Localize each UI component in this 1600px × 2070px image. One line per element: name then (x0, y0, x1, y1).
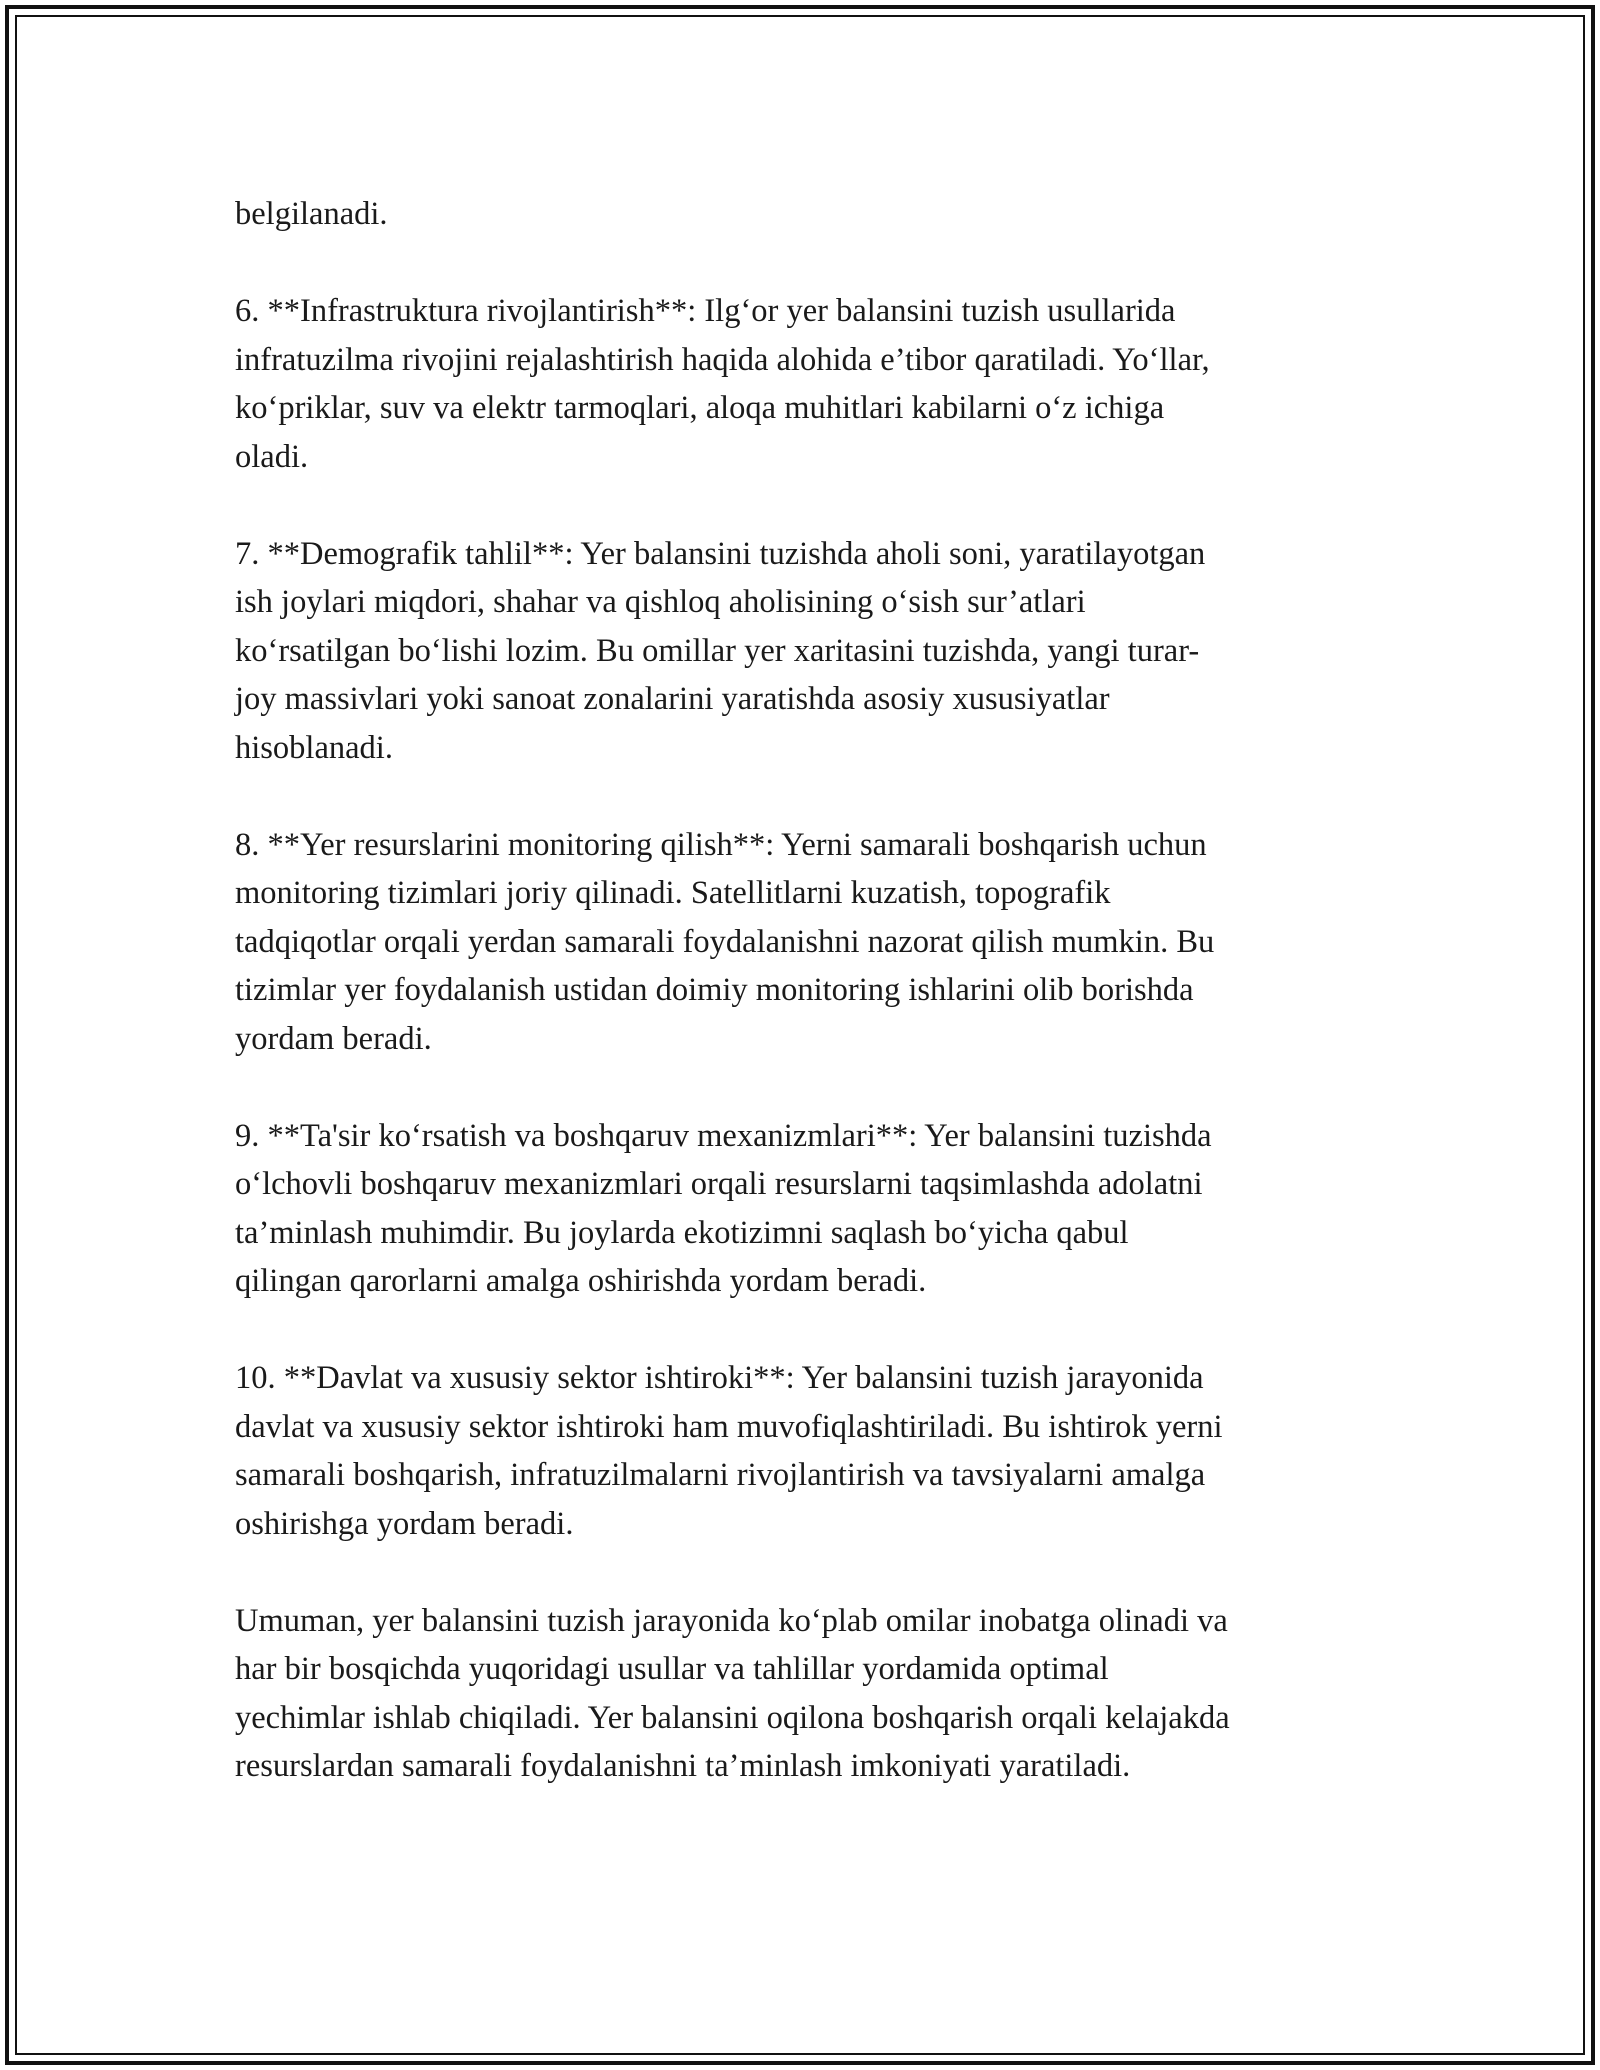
text-line: infratuzilma rivojini rejalashtirish haqida alohida e’tibor qaratiladi. Yo‘llar, (235, 341, 1210, 378)
text-line: oladi. (235, 438, 309, 475)
text-line: oshirishga yordam beradi. (235, 1505, 574, 1542)
text-line: davlat va xususiy sektor ishtiroki ham muvofiqlashtiriladi. Bu ishtirok yerni (235, 1408, 1223, 1445)
text-line: ish joylari miqdori, shahar va qishloq aholisining o‘sish sur’atlari (235, 584, 1086, 620)
paragraph-item-10 (235, 1354, 1385, 1548)
text-line: belgilanadi. (235, 196, 388, 232)
paragraph-item-9 (235, 1112, 1385, 1306)
text-line: yordam beradi. (235, 1020, 432, 1057)
text-line: ko‘priklar, suv va elektr tarmoqlari, aloqa muhitlari kabilarni o‘z ichiga (235, 390, 1165, 426)
text-line: 6. **Infrastruktura rivojlantirish**: Ilg‘or yer balansini tuzish usullarida (235, 293, 1176, 329)
text-line: har bir bosqichda yuqoridagi usullar va tahlillar yordamida optimal (235, 1651, 1109, 1687)
paragraph-continuation (235, 190, 1385, 239)
text-line: monitoring tizimlari joriy qilinadi. Satellitlarni kuzatish, topografik (235, 875, 1111, 911)
text-line: yechimlar ishlab chiqiladi. Yer balansini oqilona boshqarish orqali kelajakda (235, 1699, 1230, 1736)
text-line: samarali boshqarish, infratuzilmalarni rivojlantirish va tavsiyalarni amalga (235, 1457, 1206, 1493)
document-body (235, 190, 1385, 1839)
text-line: 8. **Yer resurslarini monitoring qilish**: Yerni samarali boshqarish uchun (235, 826, 1207, 863)
paragraph-item-7 (235, 530, 1385, 773)
text-line: o‘lchovli boshqaruv mexanizmlari orqali resurslarni taqsimlashda adolatni (235, 1166, 1203, 1202)
text-line: ko‘rsatilgan bo‘lishi lozim. Bu omillar yer xaritasini tuzishda, yangi turar- (235, 632, 1200, 669)
paragraph-item-8 (235, 821, 1385, 1064)
text-line: qilingan qarorlarni amalga oshirishda yordam beradi. (235, 1263, 927, 1299)
text-line: hisoblanadi. (235, 729, 393, 766)
text-line: tadqiqotlar orqali yerdan samarali foydalanishni nazorat qilish mumkin. Bu (235, 923, 1215, 960)
paragraph-conclusion (235, 1597, 1385, 1791)
paragraph-item-6 (235, 287, 1385, 481)
text-line: 10. **Davlat va xususiy sektor ishtiroki**: Yer balansini tuzish jarayonida (235, 1360, 1204, 1396)
text-line: resurslardan samarali foydalanishni ta’minlash imkoniyati yaratiladi. (235, 1748, 1131, 1784)
text-line: 7. **Demografik tahlil**: Yer balansini tuzishda aholi soni, yaratilayotgan (235, 535, 1206, 572)
text-line: tizimlar yer foydalanish ustidan doimiy monitoring ishlarini olib borishda (235, 972, 1194, 1008)
text-line: joy massivlari yoki sanoat zonalarini yaratishda asosiy xususiyatlar (235, 681, 1110, 717)
text-line: ta’minlash muhimdir. Bu joylarda ekotizimni saqlash bo‘yicha qabul (235, 1214, 1129, 1251)
text-line: Umuman, yer balansini tuzish jarayonida ko‘plab omilar inobatga olinadi va (235, 1602, 1228, 1639)
text-line: 9. **Ta'sir ko‘rsatish va boshqaruv mexanizmlari**: Yer balansini tuzishda (235, 1117, 1212, 1154)
